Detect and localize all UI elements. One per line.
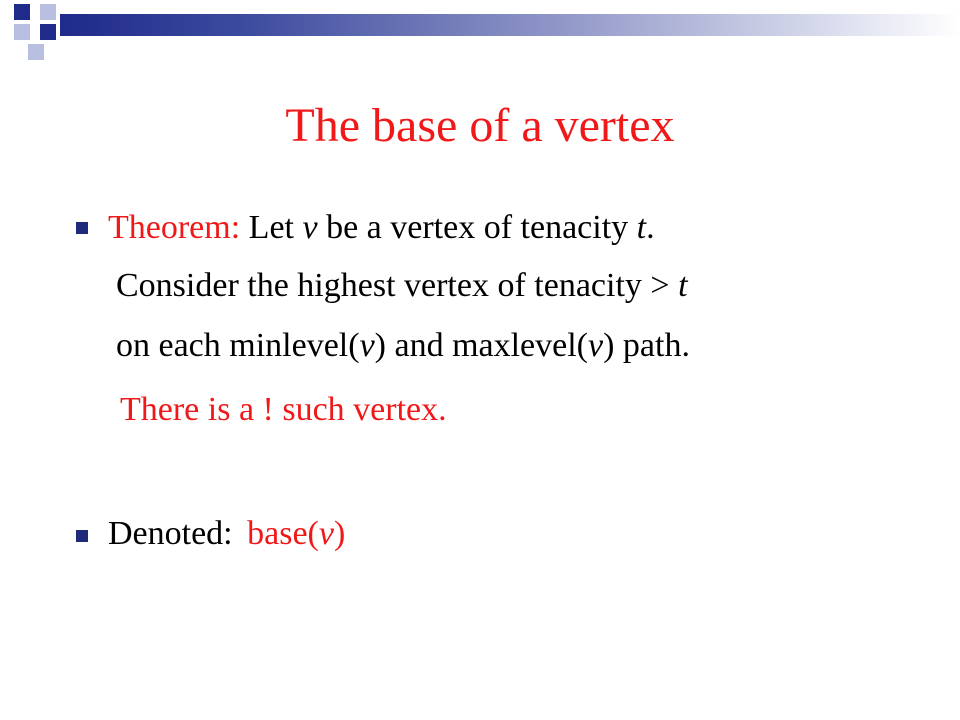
var-t-2: t xyxy=(678,267,688,304)
var-t: t xyxy=(636,209,647,246)
theorem-text-3c: ) path. xyxy=(603,327,690,364)
theorem-text-2a: Consider the highest vertex of tenacity > xyxy=(116,267,679,304)
theorem-line-3 xyxy=(116,326,690,366)
deco-square-2 xyxy=(40,4,56,20)
deco-square-1 xyxy=(14,4,30,20)
theorem-text-1b: be a vertex of tenacity xyxy=(317,209,637,246)
var-v: v xyxy=(302,209,318,246)
header-gradient-bar xyxy=(60,14,960,36)
theorem-line-1 xyxy=(108,208,655,248)
denoted-base-close: ) xyxy=(333,515,346,552)
slide-title: The base of a vertex xyxy=(285,99,675,152)
theorem-text-1a: Let xyxy=(248,209,303,246)
theorem-text-3a: on each minlevel( xyxy=(116,327,360,364)
var-v-3b: v xyxy=(588,327,604,364)
bullet-theorem xyxy=(76,222,88,234)
deco-square-4 xyxy=(40,24,56,40)
theorem-line-4: There is a ! such vertex. xyxy=(120,391,447,428)
denoted-var-v: v xyxy=(318,515,334,552)
deco-square-5 xyxy=(28,44,44,60)
denoted-label: Denoted: xyxy=(108,515,233,552)
theorem-text-3b: ) and maxlevel( xyxy=(374,327,589,364)
deco-square-3 xyxy=(14,24,30,40)
denoted-line xyxy=(108,514,345,554)
var-v-3a: v xyxy=(359,327,375,364)
theorem-text-1c: . xyxy=(646,209,655,246)
bullet-denoted xyxy=(76,530,88,542)
theorem-label: Theorem: xyxy=(108,209,241,246)
theorem-line-2 xyxy=(116,266,688,306)
denoted-base-open: base( xyxy=(247,515,319,552)
